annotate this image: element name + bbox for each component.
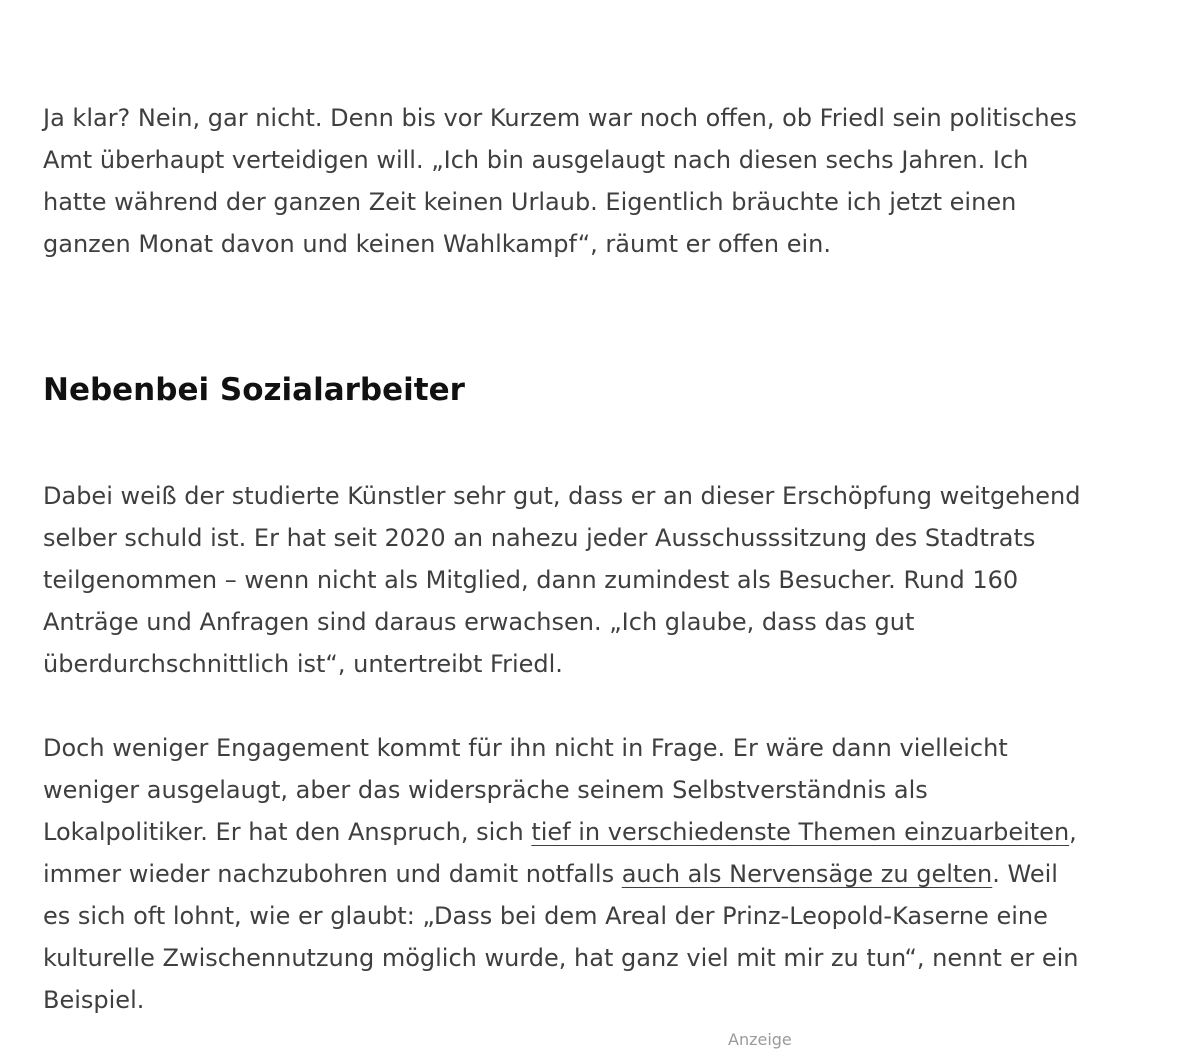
article-paragraph-1: Ja klar? Nein, gar nicht. Denn bis vor Kurzem war noch offen, ob Friedl sein politisches Amt überhaupt verteidigen will. „Ich bin ausgelaugt nach diesen sechs Jahren. Ich hatte während der ganzen Zeit keinen Urlaub. Eigentlich bräuchte ich jetzt einen ganzen Monat davon und keinen Wahlkampf“, räumt er offen ein. — [43, 104, 1077, 258]
section-subheading: Nebenbei Sozialarbeiter — [43, 372, 465, 408]
link-nervensaege[interactable]: auch als Nervensäge zu gelten — [621, 860, 993, 888]
article-paragraph-2: Dabei weiß der studierte Künstler sehr gut, dass er an dieser Erschöpfung weitgehend selber schuld ist. Er hat seit 2020 an nahezu jeder Ausschusssitzung des Stadtrats teilgenommen – wenn nicht als Mitglied, dann zumindest als Besucher. Rund 160 Anträge und Anfragen sind daraus erwachsen. „Ich glaube, dass das gut überdurchschnittlich ist“, untertreibt Friedl. — [43, 482, 1081, 678]
article-body — [43, 97, 1083, 1014]
paragraph-3-text-2: , immer wieder nachzubohren und damit notfalls — [43, 818, 1077, 888]
paragraph-3-text-1: Doch weniger Engagement kommt für ihn nicht in Frage. Er wäre dann vielleicht weniger ausgelaugt, aber das widerspräche seinem Selbstverständnis als Lokalpolitiker. Er hat den Anspruch, sich — [43, 734, 1008, 846]
article-paragraph-3 — [43, 727, 1083, 1021]
paragraph-3-text-3: . Weil es sich oft lohnt, wie er glaubt: „Dass bei dem Areal der Prinz-Leopold-Kaserne eine kulturelle Zwischennutzung möglich wurde, hat ganz viel mit mir zu tun“, nennt er ein Beispiel. — [43, 860, 1079, 1014]
link-themen-einarbeiten[interactable]: tief in verschiedenste Themen einzuarbeiten — [531, 818, 1070, 846]
ad-label: Anzeige — [728, 1030, 792, 1049]
